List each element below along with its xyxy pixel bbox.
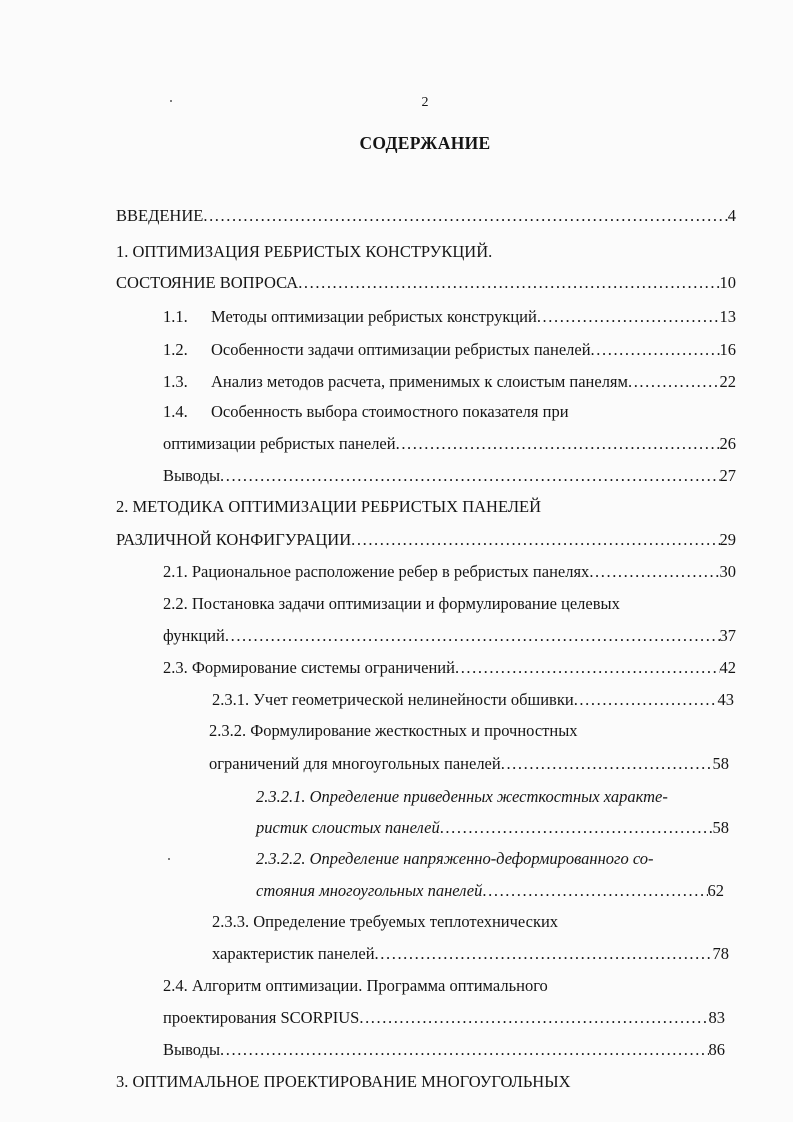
scan-speck — [168, 858, 170, 860]
toc-entry-2-3-3 — [212, 941, 729, 967]
toc-entry-text: оптимизации ребристых панелей — [163, 434, 396, 453]
toc-leader-dots — [220, 1037, 708, 1063]
toc-leader-dots — [589, 559, 719, 585]
toc-entry-text: Методы оптимизации ребристых конструкций — [211, 307, 537, 326]
toc-entry-text: ристик слоистых панелей — [256, 818, 440, 837]
toc-leader-dots — [396, 431, 720, 457]
toc-entry-2-4 — [163, 1005, 725, 1031]
toc-entry-chapter-2 — [116, 527, 736, 553]
toc-entry-2-3 — [163, 655, 736, 681]
toc-chapter-2-title: 2. МЕТОДИКА ОПТИМИЗАЦИИ РЕБРИСТЫХ ПАНЕЛЕЙ — [116, 497, 542, 516]
toc-entry-chapter-1 — [116, 270, 736, 296]
toc-entry-2-3-1 — [212, 687, 734, 713]
toc-entry-text: ограничений для многоугольных панелей — [209, 754, 501, 773]
toc-section-number: 1.2. — [163, 340, 188, 359]
toc-leader-dots — [225, 623, 720, 649]
toc-section-1-4-title — [163, 399, 569, 425]
toc-leader-dots — [591, 337, 720, 363]
toc-page-number: 16 — [719, 340, 736, 359]
toc-section-2-3-2-1-title: 2.3.2.1. Определение приведенных жесткостных характе- — [256, 787, 668, 806]
toc-leader-dots — [537, 304, 720, 330]
toc-page-number: 62 — [707, 881, 724, 900]
toc-leader-dots — [455, 655, 720, 681]
toc-section-2-3-2-title: 2.3.2. Формулирование жесткостных и прочностных — [209, 721, 578, 740]
toc-section-2-3-2-2-title: 2.3.2.2. Определение напряженно-деформированного со- — [256, 849, 654, 868]
toc-leader-dots — [482, 878, 707, 904]
toc-entry-1-3 — [163, 369, 736, 395]
page-title: СОДЕРЖАНИЕ — [359, 133, 491, 153]
toc-entry-text: ВВЕДЕНИЕ — [116, 206, 204, 225]
toc-entry-text: характеристик панелей — [212, 944, 375, 963]
toc-page-number: 86 — [708, 1040, 725, 1059]
toc-leader-dots — [501, 751, 713, 777]
toc-page-number: 58 — [712, 754, 729, 773]
toc-page-number: 10 — [719, 273, 736, 292]
toc-page-number: 58 — [712, 818, 729, 837]
toc-entry-chapter-1-conclusions — [163, 463, 736, 489]
toc-entry-text: 2.3.1. Учет геометрической нелинейности обшивки — [212, 690, 574, 709]
toc-entry-text: Особенности задачи оптимизации ребристых панелей — [211, 340, 591, 359]
toc-page-number: 26 — [719, 434, 736, 453]
toc-entry-1-1 — [163, 304, 736, 330]
toc-page-number: 4 — [727, 206, 736, 225]
toc-entry-text: стояния многоугольных панелей — [256, 881, 483, 900]
toc-entry-1-2 — [163, 337, 736, 363]
toc-section-2-4-title: 2.4. Алгоритм оптимизации. Программа оптимального — [163, 976, 548, 995]
toc-entry-text: проектирования SCORPIUS — [163, 1008, 360, 1027]
toc-entry-1-4 — [163, 431, 736, 457]
toc-entry-text: РАЗЛИЧНОЙ КОНФИГУРАЦИИ — [116, 530, 352, 549]
toc-entry-text: Выводы — [163, 466, 221, 485]
toc-section-number: 1.3. — [163, 372, 188, 391]
toc-leader-dots — [359, 1005, 708, 1031]
toc-page-number: 42 — [719, 658, 736, 677]
toc-section-number: 1.1. — [163, 307, 188, 326]
toc-entry-introduction — [116, 203, 736, 229]
toc-entry-2-3-2-1 — [256, 815, 729, 841]
toc-leader-dots — [440, 815, 713, 841]
toc-entry-text: функций — [163, 626, 225, 645]
toc-leader-dots — [351, 527, 719, 553]
toc-entry-text: СОСТОЯНИЕ ВОПРОСА — [116, 273, 299, 292]
toc-page-number: 27 — [719, 466, 736, 485]
toc-entry-text: Особенность выбора стоимостного показателя при — [211, 402, 569, 421]
toc-page-number: 78 — [712, 944, 729, 963]
toc-page-number: 43 — [717, 690, 734, 709]
toc-entry-2-2 — [163, 623, 736, 649]
toc-page-number: 29 — [719, 530, 736, 549]
toc-chapter-1-title: 1. ОПТИМИЗАЦИЯ РЕБРИСТЫХ КОНСТРУКЦИЙ. — [116, 242, 493, 261]
toc-page-number: 30 — [719, 562, 736, 581]
toc-entry-2-3-2-2 — [256, 878, 724, 904]
toc-section-2-2-title: 2.2. Постановка задачи оптимизации и формулирование целевых — [163, 594, 620, 613]
toc-page-number: 13 — [719, 307, 736, 326]
toc-entry-chapter-2-conclusions — [163, 1037, 725, 1063]
toc-leader-dots — [298, 270, 719, 296]
toc-leader-dots — [220, 463, 719, 489]
toc-entry-2-1 — [163, 559, 736, 585]
page-number: 2 — [421, 95, 429, 110]
toc-entry-text: 2.3. Формирование системы ограничений — [163, 658, 455, 677]
toc-entry-text: Выводы — [163, 1040, 221, 1059]
toc-entry-2-3-2 — [209, 751, 729, 777]
toc-section-number: 1.4. — [163, 402, 188, 421]
toc-page-number: 37 — [719, 626, 736, 645]
toc-page-number: 22 — [719, 372, 736, 391]
toc-page-number: 83 — [708, 1008, 725, 1027]
toc-entry-text: Анализ методов расчета, применимых к слоистым панелям — [211, 372, 628, 391]
toc-chapter-3-title: 3. ОПТИМАЛЬНОЕ ПРОЕКТИРОВАНИЕ МНОГОУГОЛЬНЫХ — [116, 1072, 571, 1091]
toc-section-2-3-3-title: 2.3.3. Определение требуемых теплотехнических — [212, 912, 559, 931]
toc-entry-text: 2.1. Рациональное расположение ребер в ребристых панелях — [163, 562, 590, 581]
toc-leader-dots — [628, 369, 720, 395]
toc-leader-dots — [375, 941, 713, 967]
toc-leader-dots — [574, 687, 718, 713]
toc-leader-dots — [203, 203, 727, 229]
